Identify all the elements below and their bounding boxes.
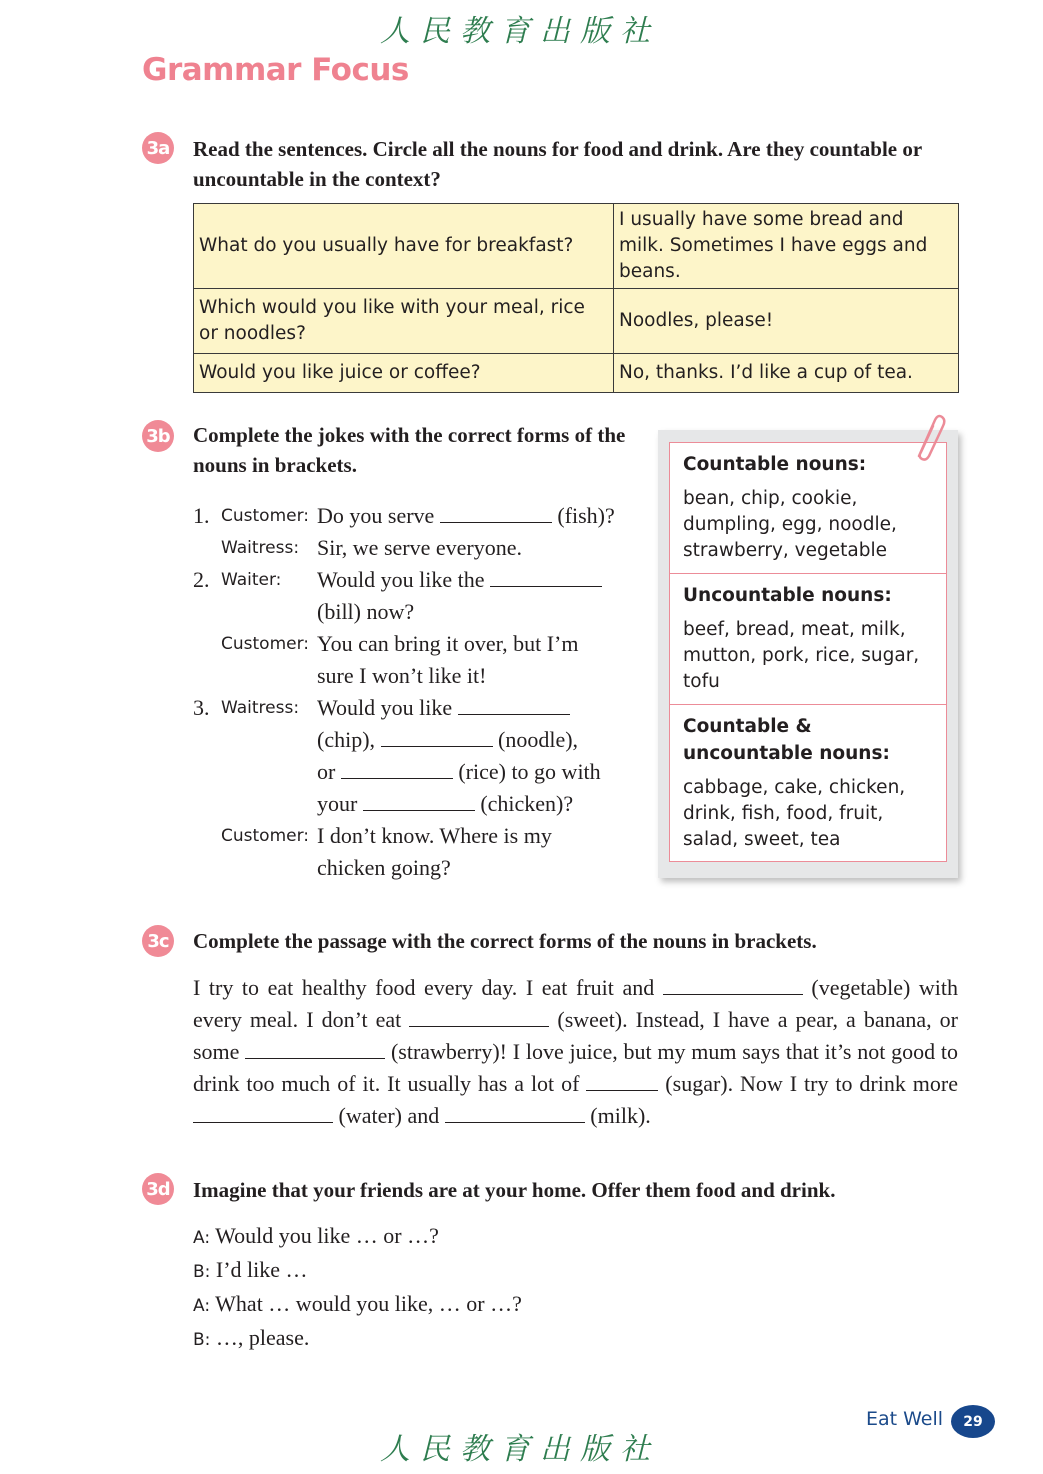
exercise-badge-3a: 3a [142,132,174,164]
joke-text [317,756,643,788]
joke-number: 2. [193,567,210,592]
exercise-3b-instruction: Complete the jokes with the correct forms of the nouns in brackets. [193,423,626,477]
speaker-label: B: [193,1330,211,1350]
text-segment: (milk). [584,1103,651,1128]
joke-text [317,724,643,756]
joke-number-spacer [193,596,221,628]
speaker-label: Waitress: [221,698,300,718]
joke-text: chicken going? [317,855,451,880]
answer-blank[interactable] [409,1007,549,1027]
text-segment: (chip), [317,727,381,752]
section-heading: Countable & uncountable nouns: [683,716,890,764]
answer-blank[interactable] [341,759,453,779]
joke-number-spacer [193,532,221,564]
text-segment: (fish)? [551,503,615,528]
answer-blank[interactable] [363,791,475,811]
text-segment: (sweet). Instead, I have a pear, a banana, or some [193,1007,958,1064]
answer-blank[interactable] [245,1039,385,1059]
exercise-3c-instruction: Complete the passage with the correct forms of the nouns in brackets. [193,929,817,953]
speaker-label: Waitress: [221,538,300,558]
joke-number-spacer [193,628,221,660]
unit-title: Eat Well [866,1408,944,1430]
noun-list: beef, bread, meat, milk, mutton, pork, rice, sugar, tofu [683,619,920,692]
speaker-label: Customer: [221,826,310,846]
joke-number: 1. [193,503,210,528]
speaker-label: Customer: [221,634,310,654]
joke-text [317,500,643,532]
speaker-spacer [221,660,317,692]
joke-text: Sir, we serve everyone. [317,535,522,560]
joke-text: I don’t know. Where is my [317,823,552,848]
text-segment: I try to eat healthy food every day. I eat fruit and [193,975,663,1000]
exercise-3a-table [193,203,959,393]
answer-blank[interactable] [490,567,602,587]
answer-blank[interactable] [193,1103,333,1123]
joke-number-spacer [193,852,221,884]
text-segment: your [317,791,363,816]
text-segment: Would you like the [317,567,490,592]
joke-number-spacer [193,788,221,820]
joke-line [193,692,643,724]
dialogue-line [193,1254,522,1288]
answer-blank[interactable] [445,1103,585,1123]
joke-text [317,788,643,820]
text-segment: (noodle), [492,727,579,752]
joke-text [317,692,643,724]
noun-list: cabbage, cake, chicken, drink, fish, food, fruit, salad, sweet, tea [683,777,906,850]
joke-text [317,564,643,596]
joke-line [193,820,643,852]
joke-number-spacer [193,724,221,756]
noun-reference-card [658,430,958,878]
dialogue-text: …, please. [210,1325,310,1350]
joke-number-spacer [193,756,221,788]
noun-reference-box [669,442,947,862]
speaker-spacer [221,756,317,788]
table-cell-answer: No, thanks. I’d like a cup of tea. [614,354,959,393]
joke-line [193,660,643,692]
text-segment: Would you like [317,695,458,720]
joke-line [193,500,643,532]
uncountable-nouns-section [670,574,946,705]
dialogue-text: What … would you like, … or …? [210,1291,522,1316]
exercise-3d-dialogue [193,1220,522,1356]
joke-line [193,724,643,756]
joke-line [193,788,643,820]
table-cell-question: Which would you like with your meal, rice or noodles? [194,289,614,354]
section-heading: Countable nouns: [683,454,867,475]
dialogue-text: I’d like … [210,1257,308,1282]
speaker-spacer [221,724,317,756]
both-nouns-section [670,705,946,857]
table-cell-question: Would you like juice or coffee? [194,354,614,393]
table-cell-answer: I usually have some bread and milk. Sometimes I have eggs and beans. [614,204,959,289]
joke-line [193,628,643,660]
speaker-label: B: [193,1262,211,1282]
joke-number-spacer [193,820,221,852]
exercise-badge-3c: 3c [142,925,174,957]
text-segment: (chicken)? [474,791,574,816]
joke-line [193,596,643,628]
joke-line [193,756,643,788]
joke-line [193,564,643,596]
speaker-label: A: [193,1296,211,1316]
answer-blank[interactable] [586,1071,658,1091]
speaker-label: Waiter: [221,570,282,590]
answer-blank[interactable] [440,503,552,523]
speaker-spacer [221,852,317,884]
exercise-3c-passage [193,972,958,1132]
speaker-label: A: [193,1228,211,1248]
publisher-logo: 人民教育出版社 [380,14,660,49]
text-segment: (sugar). Now I try to drink more [658,1071,958,1096]
exercise-badge-3d: 3d [142,1173,174,1205]
text-segment: (strawberry)! I love juice, but my mum says that it’s not good to drink too much of it. It usually has a lot of [193,1039,958,1096]
table-row [194,204,959,289]
text-segment: or [317,759,341,784]
speaker-label: Customer: [221,506,310,526]
joke-text: sure I won’t like it! [317,663,487,688]
section-heading: Uncountable nouns: [683,585,892,606]
answer-blank[interactable] [381,727,493,747]
page-title: Grammar Focus [142,52,409,88]
dialogue-line [193,1322,522,1356]
page-number-badge: 29 [951,1405,995,1438]
joke-line [193,532,643,564]
table-row [194,289,959,354]
answer-blank[interactable] [458,695,570,715]
table-row [194,354,959,393]
speaker-spacer [221,788,317,820]
dialogue-line [193,1288,522,1322]
publisher-logo-footer: 人民教育出版社 [380,1432,660,1467]
exercise-badge-3b: 3b [142,420,174,452]
answer-blank[interactable] [663,975,803,995]
joke-text: (bill) now? [317,599,415,624]
table-cell-answer: Noodles, please! [614,289,959,354]
joke-line [193,852,643,884]
text-segment: (vegetable) with every meal. I don’t eat [193,975,958,1032]
exercise-3a-instruction: Read the sentences. Circle all the nouns for food and drink. Are they countable or uncountable in the context? [193,137,922,191]
speaker-spacer [221,596,317,628]
joke-text: You can bring it over, but I’m [317,631,579,656]
exercise-3d-instruction: Imagine that your friends are at your home. Offer them food and drink. [193,1178,836,1202]
dialogue-text: Would you like … or …? [210,1223,439,1248]
jokes-list [193,500,643,884]
text-segment: Do you serve [317,503,440,528]
dialogue-line [193,1220,522,1254]
text-segment: (rice) to go with [452,759,601,784]
text-segment: (water) and [333,1103,445,1128]
countable-nouns-section [670,443,946,574]
joke-number: 3. [193,695,210,720]
joke-number-spacer [193,660,221,692]
table-cell-question: What do you usually have for breakfast? [194,204,614,289]
noun-list: bean, chip, cookie, dumpling, egg, noodle, strawberry, vegetable [683,488,897,561]
paperclip-icon [905,412,949,462]
